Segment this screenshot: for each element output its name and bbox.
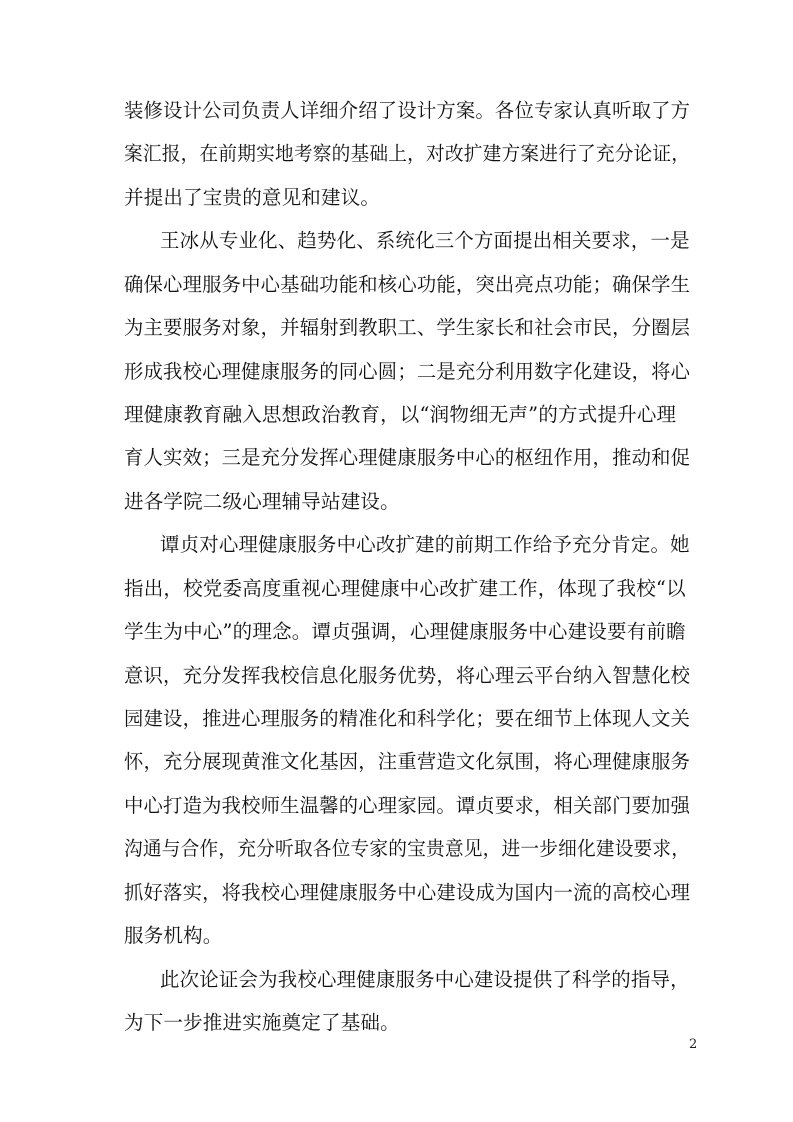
text-line: 园建设，推进心理服务的精准化和科学化；要在细节上体现人文关	[124, 707, 691, 730]
text-line: 案汇报，在前期实地考察的基础上，对改扩建方案进行了充分论证，	[124, 142, 691, 165]
page-number: 2	[689, 1037, 698, 1052]
text-line: 确保心理服务中心基础功能和核心功能，突出亮点功能；确保学生	[124, 273, 691, 296]
text-line: 进各学院二级心理辅导站建设。	[124, 490, 400, 513]
text-line: 装修设计公司负责人详细介绍了设计方案。各位专家认真听取了方	[124, 99, 691, 122]
text-line: 沟通与合作，充分听取各位专家的宝贵意见，进一步细化建设要求，	[124, 837, 691, 860]
text-line: 为下一步推进实施奠定了基础。	[124, 1011, 400, 1034]
text-line: 为主要服务对象，并辐射到教职工、学生家长和社会市民，分圈层	[124, 316, 691, 339]
text-line: 服务机构。	[124, 924, 223, 947]
text-line: 意识，充分发挥我校信息化服务优势，将心理云平台纳入智慧化校	[124, 664, 691, 687]
text-line: 中心打造为我校师生温馨的心理家园。谭贞要求，相关部门要加强	[124, 794, 691, 817]
text-line: 形成我校心理健康服务的同心圆；二是充分利用数字化建设，将心	[124, 360, 691, 383]
text-line: 王冰从专业化、趋势化、系统化三个方面提出相关要求，一是	[160, 229, 690, 252]
text-line: 理健康教育融入思想政治教育，以“润物细无声”的方式提升心理	[124, 403, 677, 426]
text-line: 抓好落实，将我校心理健康服务中心建设成为国内一流的高校心理	[124, 881, 691, 904]
text-line: 并提出了宝贵的意见和建议。	[124, 186, 381, 209]
text-line: 此次论证会为我校心理健康服务中心建设提供了科学的指导，	[160, 968, 690, 991]
text-line: 怀，充分展现黄淮文化基因，注重营造文化氛围，将心理健康服务	[124, 750, 691, 773]
text-line: 育人实效；三是充分发挥心理健康服务中心的枢纽作用，推动和促	[124, 446, 691, 469]
text-line: 指出，校党委高度重视心理健康中心改扩建工作，体现了我校“以	[124, 577, 686, 600]
text-line: 学生为中心”的理念。谭贞强调，心理健康服务中心建设要有前瞻	[124, 620, 686, 643]
text-line: 谭贞对心理健康服务中心改扩建的前期工作给予充分肯定。她	[160, 533, 690, 556]
